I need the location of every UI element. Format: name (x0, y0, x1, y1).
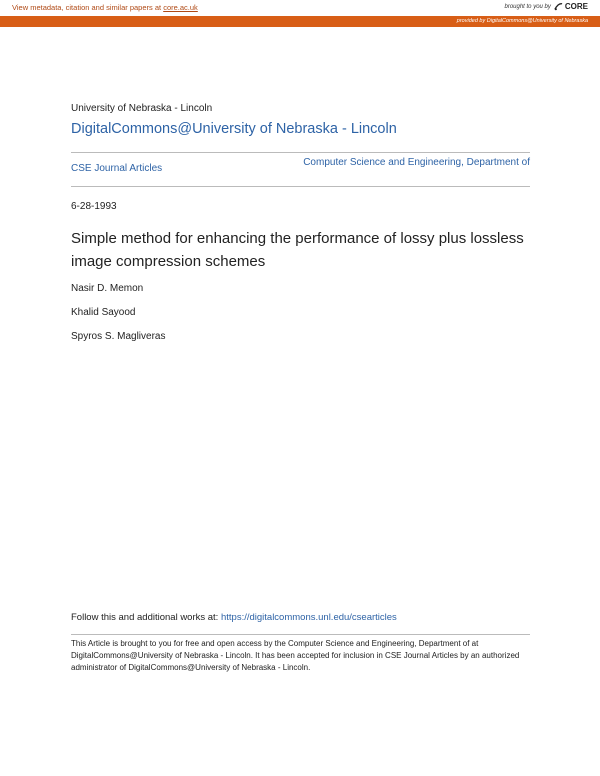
bottom-divider (71, 634, 530, 635)
core-logo-label: CORE (564, 2, 588, 11)
access-notice: This Article is brought to you for free and open access by the Computer Science and Engineering, Department of at DigitalCommons@University of Nebraska - Lincoln. It has been accepted for inclusion in CSE Journal Articles by an authorized administrator of DigitalCommons@University of Nebraska - Lincoln. (71, 639, 520, 672)
brought-by-core[interactable] (505, 2, 589, 11)
author-2: Khalid Sayood (71, 307, 136, 318)
publication-date: 6-28-1993 (71, 201, 117, 212)
collection-link[interactable]: CSE Journal Articles (71, 163, 163, 174)
provided-by-text[interactable]: provided by DigitalCommons@University of Nebraska (456, 18, 588, 24)
metadata-text: View metadata, citation and similar papers at (12, 3, 164, 12)
top-divider (71, 152, 530, 153)
author-1: Nasir D. Memon (71, 283, 144, 294)
provided-by-bar (0, 16, 600, 27)
follow-url-link[interactable]: https://digitalcommons.unl.edu/csearticles (220, 612, 397, 623)
repository-link[interactable]: DigitalCommons@University of Nebraska - Lincoln (71, 121, 397, 137)
core-logo[interactable] (554, 2, 588, 11)
author-3: Spyros S. Magliveras (71, 331, 166, 342)
department-link[interactable]: Computer Science and Engineering, Department of (303, 157, 530, 168)
brought-text: brought to you by (504, 3, 551, 10)
institution-name: University of Nebraska - Lincoln (71, 103, 213, 114)
metadata-link[interactable] (12, 3, 198, 12)
article-title: Simple method for enhancing the performance of lossy plus lossless image compression schemes (71, 230, 524, 270)
core-url-link[interactable]: core.ac.uk (163, 3, 198, 12)
follow-line (71, 612, 530, 623)
follow-text: Follow this and additional works at: (71, 612, 221, 623)
core-top-bar (0, 0, 600, 16)
middle-divider (71, 186, 530, 187)
core-logo-icon (554, 2, 563, 11)
